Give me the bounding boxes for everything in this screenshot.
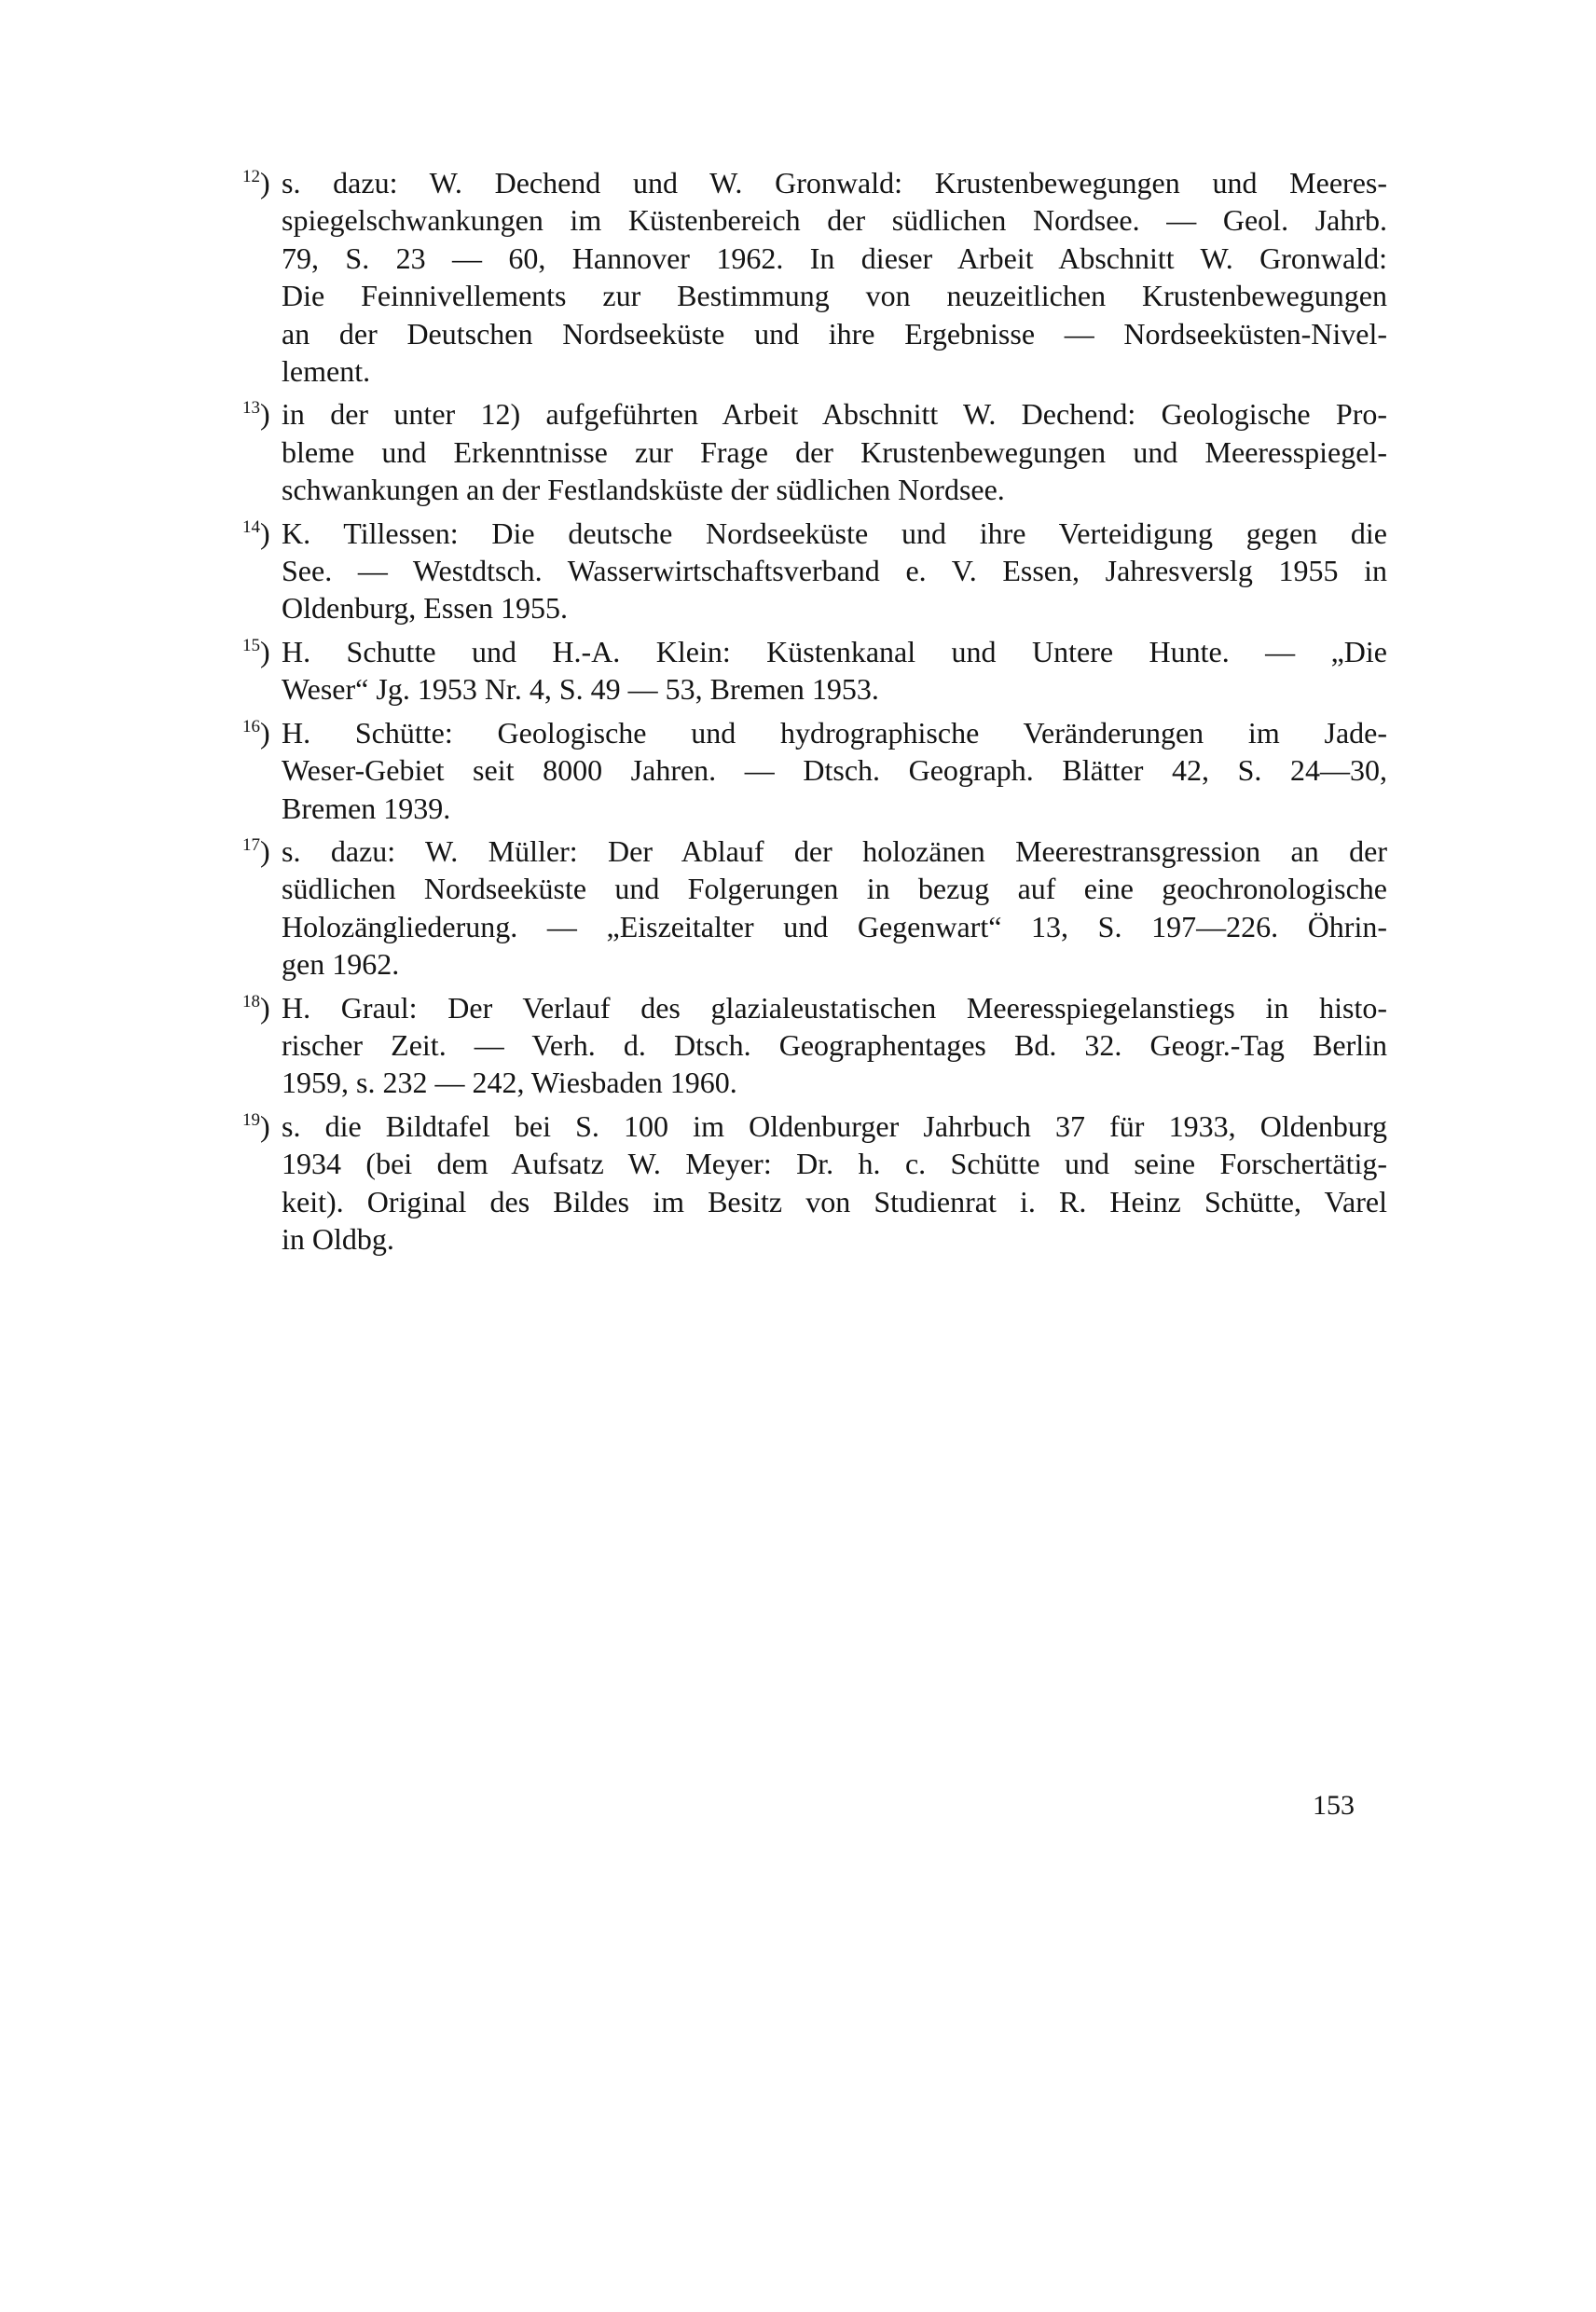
footnote-text	[282, 633, 1387, 709]
footnote-line: keit). Original des Bildes im Besitz von Studienrat i. R. Heinz Schütte, Varel	[282, 1184, 1387, 1218]
footnote-line: Weser“ Jg. 1953 Nr. 4, S. 49 — 53, Bremen 1953.	[282, 672, 879, 707]
footnote-line: in Oldbg.	[282, 1221, 394, 1256]
footnote-line: rischer Zeit. — Verh. d. Dtsch. Geographentages Bd. 32. Geogr.-Tag Berlin	[282, 1027, 1387, 1062]
footnote-text	[282, 395, 1387, 508]
footnote-text	[282, 714, 1387, 827]
footnote-line: südlichen Nordseeküste und Folgerungen in bezug auf eine geochronologische	[282, 872, 1387, 906]
footnote-line: See. — Westdtsch. Wasserwirtschaftsverband e. V. Essen, Jahresverslg 1955 in	[282, 554, 1387, 588]
footnote-12	[242, 164, 1387, 390]
footnote-marker: $^{19}$)	[242, 1108, 270, 1143]
footnote-line: H. Graul: Der Verlauf des glazialeustatischen Meeresspiegelanstiegs in histo-	[282, 990, 1387, 1025]
footnote-line: s. die Bildtafel bei S. 100 im Oldenburger Jahrbuch 37 für 1933, Oldenburg	[282, 1108, 1387, 1143]
footnote-17	[242, 833, 1387, 984]
footnotes-section	[242, 164, 1387, 1263]
footnote-19	[242, 1108, 1387, 1259]
footnote-16	[242, 714, 1387, 827]
footnote-line: Holozängliederung. — „Eiszeitalter und Gegenwart“ 13, S. 197—226. Öhrin-	[282, 909, 1387, 943]
footnote-line: K. Tillessen: Die deutsche Nordseeküste und ihre Verteidigung gegen die	[282, 516, 1387, 550]
footnote-text	[282, 989, 1387, 1102]
footnote-marker: $^{16}$)	[242, 715, 270, 750]
page-number: 153	[1313, 1790, 1355, 1821]
footnote-text	[282, 164, 1387, 390]
footnote-15	[242, 633, 1387, 709]
footnote-line: Weser-Gebiet seit 8000 Jahren. — Dtsch. Geograph. Blätter 42, S. 24—30,	[282, 753, 1387, 788]
footnote-text	[282, 1108, 1387, 1259]
footnote-text	[282, 515, 1387, 627]
footnote-line: s. dazu: W. Dechend und W. Gronwald: Krustenbewegungen und Meeres-	[282, 166, 1387, 200]
footnote-line: spiegelschwankungen im Küstenbereich der südlichen Nordsee. — Geol. Jahrb.	[282, 203, 1387, 238]
footnote-marker: $^{17}$)	[242, 833, 270, 868]
footnote-line: H. Schütte: Geologische und hydrographische Veränderungen im Jade-	[282, 715, 1387, 750]
footnote-marker: $^{18}$)	[242, 990, 270, 1025]
footnote-line: 1934 (bei dem Aufsatz W. Meyer: Dr. h. c. Schütte und seine Forschertätig-	[282, 1147, 1387, 1181]
footnote-line: Bremen 1939.	[282, 791, 451, 825]
footnote-line: Die Feinnivellements zur Bestimmung von neuzeitlichen Krustenbewegungen	[282, 279, 1387, 313]
footnote-line: 1959, s. 232 — 242, Wiesbaden 1960.	[282, 1066, 737, 1100]
footnote-line: bleme und Erkenntnisse zur Frage der Krustenbewegungen und Meeresspiegel-	[282, 434, 1387, 469]
footnote-line: s. dazu: W. Müller: Der Ablauf der holozänen Meerestransgression an der	[282, 833, 1387, 868]
footnote-line: an der Deutschen Nordseeküste und ihre Ergebnisse — Nordseeküsten-Nivel-	[282, 316, 1387, 351]
footnote-line: lement.	[282, 354, 371, 389]
footnote-line: Oldenburg, Essen 1955.	[282, 591, 568, 626]
footnote-marker: $^{15}$)	[242, 634, 270, 668]
footnote-text	[282, 833, 1387, 984]
footnote-14	[242, 515, 1387, 627]
footnote-marker: $^{12}$)	[242, 166, 270, 200]
footnote-13	[242, 395, 1387, 508]
footnote-18	[242, 989, 1387, 1102]
footnote-line: gen 1962.	[282, 947, 400, 982]
footnote-line: in der unter 12) aufgeführten Arbeit Abschnitt W. Dechend: Geologische Pro-	[282, 397, 1387, 432]
footnote-line: H. Schutte und H.-A. Klein: Küstenkanal und Untere Hunte. — „Die	[282, 634, 1387, 668]
footnote-line: schwankungen an der Festlandsküste der südlichen Nordsee.	[282, 473, 1005, 507]
footnote-line: 79, S. 23 — 60, Hannover 1962. In dieser Arbeit Abschnitt W. Gronwald:	[282, 241, 1387, 275]
footnote-marker: $^{14}$)	[242, 516, 270, 550]
footnote-marker: $^{13}$)	[242, 397, 270, 432]
